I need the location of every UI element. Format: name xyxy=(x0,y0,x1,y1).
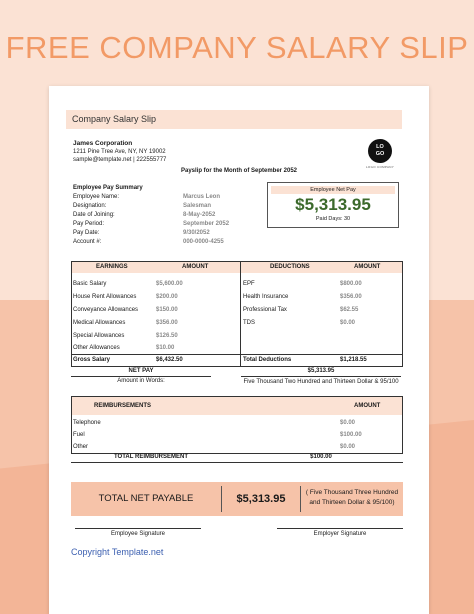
earning-amount: $10.00 xyxy=(156,345,175,351)
company-name: James Corporation xyxy=(73,140,133,147)
deduction-amount: $62.55 xyxy=(340,307,359,313)
summary-label: Designation: xyxy=(73,203,107,209)
summary-value: Marcus Leon xyxy=(183,194,221,200)
deduction-amount: $0.00 xyxy=(340,320,356,326)
reimbursements-table xyxy=(71,396,403,454)
slip-title: Company Salary Slip xyxy=(66,110,402,129)
table-row xyxy=(72,278,402,290)
net-pay-box-label: Employee Net Pay xyxy=(271,186,395,194)
gross-salary-value: $6,432.50 xyxy=(156,357,183,363)
company-logo xyxy=(368,139,392,163)
table-row xyxy=(72,418,402,429)
totals-row xyxy=(72,355,402,366)
rule xyxy=(71,462,403,463)
reimbursements-amount-header: AMOUNT xyxy=(354,403,381,409)
reimbursement-name: Fuel xyxy=(73,432,85,438)
earning-name: Conveyance Allowances xyxy=(73,307,139,313)
logo-subtitle: LOGO COMPANY xyxy=(365,165,395,169)
total-net-payable-label: TOTAL NET PAYABLE xyxy=(98,493,194,504)
pay-summary-title: Employee Pay Summary xyxy=(73,185,143,191)
deduction-name: TDS xyxy=(243,320,255,326)
net-pay-value: $5,313.95 xyxy=(307,368,335,374)
reimbursement-name: Other xyxy=(73,444,89,450)
total-deductions-value: $1,218.55 xyxy=(340,357,367,363)
table-row xyxy=(72,442,402,453)
summary-label: Employee Name: xyxy=(73,194,120,200)
employer-signature-label: Employer Signature xyxy=(313,531,367,537)
rule xyxy=(71,376,211,377)
earning-amount: $200.00 xyxy=(156,294,178,300)
summary-label: Date of Joining: xyxy=(73,212,115,218)
earning-amount: $150.00 xyxy=(156,307,178,313)
copyright-text: Copyright Template.net xyxy=(71,547,164,557)
employee-net-pay-box xyxy=(267,182,399,228)
deduction-amount: $800.00 xyxy=(340,281,362,287)
employee-signature-line xyxy=(75,528,201,529)
summary-label: Pay Date: xyxy=(73,230,100,236)
rule xyxy=(241,376,401,377)
reimbursements-header: REIMBURSEMENTS xyxy=(94,403,152,409)
summary-value: 9/30/2052 xyxy=(183,230,210,236)
summary-label: Pay Period: xyxy=(73,221,105,227)
total-net-payable-words: ( Five Thousand Three Hundred and Thirteen Dollar & 95/100) xyxy=(305,489,399,506)
divider xyxy=(300,486,301,512)
amount-in-words-label: Amount in Words: xyxy=(117,378,165,384)
deductions-amount-header: AMOUNT xyxy=(354,264,381,270)
reimbursement-amount: $0.00 xyxy=(340,420,356,426)
payslip-period-title: Payslip for the Month of September 2052 xyxy=(180,168,298,174)
reimbursement-name: Telephone xyxy=(73,420,101,426)
table-row xyxy=(72,430,402,441)
company-contact: sample@template.net | 222555777 xyxy=(73,157,167,163)
table-row xyxy=(72,304,402,316)
deduction-amount: $356.00 xyxy=(340,294,362,300)
earning-name: Other Allowances xyxy=(73,345,120,351)
summary-value: 000-0000-4255 xyxy=(183,239,224,245)
company-address: 1211 Pine Tree Ave, NY, NY 19002 xyxy=(73,149,166,155)
gross-salary-label: Gross Salary xyxy=(73,357,111,363)
salary-slip-document xyxy=(49,86,429,614)
logo-text: LO GO xyxy=(375,144,385,157)
total-net-payable-amount: $5,313.95 xyxy=(236,493,286,505)
table-row xyxy=(72,317,402,329)
total-reimbursement-label: TOTAL REIMBURSEMENT xyxy=(113,454,188,460)
earning-amount: $5,600.00 xyxy=(156,281,183,287)
deduction-name: EPF xyxy=(243,281,255,287)
summary-value: September 2052 xyxy=(183,221,230,227)
total-net-payable-box xyxy=(71,482,403,516)
table-row xyxy=(72,343,402,354)
earning-name: Medical Allowances xyxy=(73,320,126,326)
summary-value: 8-May-2052 xyxy=(183,212,216,218)
summary-label: Account #: xyxy=(73,239,102,245)
deduction-name: Health Insurance xyxy=(243,294,289,300)
paid-days: Paid Days: 30 xyxy=(315,216,351,222)
deductions-header: DEDUCTIONS xyxy=(270,264,310,270)
employer-signature-line xyxy=(277,528,403,529)
net-pay-box-amount: $5,313.95 xyxy=(295,195,371,214)
earnings-amount-header: AMOUNT xyxy=(182,264,209,270)
earning-name: Basic Salary xyxy=(73,281,107,287)
earning-amount: $356.00 xyxy=(156,320,178,326)
amount-in-words-value: Five Thousand Two Hundred and Thirteen Dollar & 95/100 xyxy=(243,379,399,385)
column-divider xyxy=(240,262,241,366)
reimbursements-header-row xyxy=(72,397,402,415)
reimbursement-amount: $0.00 xyxy=(340,444,356,450)
deduction-name: Professional Tax xyxy=(243,307,287,313)
net-pay-label: NET PAY xyxy=(128,368,154,374)
earnings-deductions-table xyxy=(71,261,403,367)
earning-name: Special Allowances xyxy=(73,333,125,339)
earning-name: House Rent Allowances xyxy=(73,294,137,300)
earning-amount: $126.50 xyxy=(156,333,178,339)
employee-signature-label: Employee Signature xyxy=(110,531,166,537)
total-reimbursement-value: $100.00 xyxy=(310,454,332,460)
table-row xyxy=(72,330,402,342)
table-row xyxy=(72,291,402,303)
reimbursement-amount: $100.00 xyxy=(340,432,362,438)
earnings-header: EARNINGS xyxy=(96,264,128,270)
table-header-row xyxy=(72,262,402,273)
total-deductions-label: Total Deductions xyxy=(243,357,292,363)
summary-value: Salesman xyxy=(183,203,212,209)
page-headline: FREE COMPANY SALARY SLIP xyxy=(5,30,469,65)
